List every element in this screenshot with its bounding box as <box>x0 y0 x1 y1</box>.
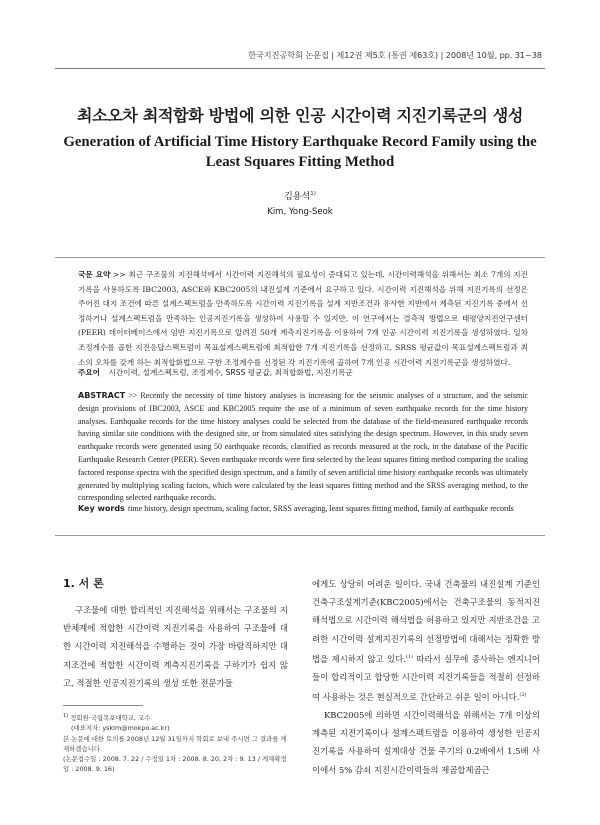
abstract-korean-text: >> 최근 구조물의 지진해석에서 시간이력 지진해석의 필요성이 증대되고 있는데, 시간이력해석을 위해서는 최소 7개의 지진기록을 사용하도록 IBC2003, ASCE와 KBC2005의 내진설계 기준에서 요구하고 있다. 시간이력 지진해석을 위해 지진기록의 선정은 주어진 대지 조건에 따른 설계스펙트럼을 만족하도록 시간이력 지진기록을 설계 지반조건과 유사한 지반에서 계측된 지진기록 중에서 선정하거나 설계스펙트럼을 만족하는 인공지진기록을 생성하여 사용할 수 있지만, 이 연구에서는 결측적 방법으로 태평양지진연구센터(PEER) 데이터베이스에서 임반 지진기록으로 알려진 50개 계측지진기록을 이용하여 7개 인공 시간이력 지진기록을 생성하였다. 일차 조정계수를 곱한 지진응답스펙트럼이 목표설계스펙트럼에 최적합한 7개 지진기록을 선정하고, SRSS 평균값이 목표설계스펙트럼과 최소의 오차를 갖게 하는 최적합화법으로 구한 조정계수를 선정된 각 지진기록에 곱하여 7개 인공 시간이력 지진기록군을 생성하였다. <box>78 270 528 367</box>
keywords-korean-text: 시간이력, 설계스펙트럼, 조정계수, SRSS 평균값, 최적합화법, 지진기록군 <box>108 368 353 377</box>
footnote-author <box>63 711 288 723</box>
body-text-segment: 에게도 상당히 어려운 일이다. 국내 건축물의 내진설계 기준인 건축구조설계기준(KBC2005)에서는 건축구조물의 동적지진해석법으로 시간이력 해석법을 허용하고 있지만 지반조건을 고려한 시간이력 설계지진기록의 선정방법에 대해서는 정확한 방법을 제시하지 않고 있다. <box>312 579 540 664</box>
citation-mark: (2) <box>519 692 527 699</box>
journal-header: 한국지진공학회 논문집 | 제12권 제5호 (통권 제63호) | 2008년 10월, pp. 31~38 <box>248 50 542 60</box>
footnotes <box>63 711 288 774</box>
abstract-english <box>78 390 528 505</box>
body-text-segment: 따라서 실무에 종사하는 엔지니어들이 합리적이고 합당한 시간이력 지진기록들을 적절히 선정하여 사용하는 것은 현실적으로 간단하고 쉬운 일이 아니다. <box>312 653 540 702</box>
abstract-korean <box>78 268 528 370</box>
author-korean <box>0 189 600 202</box>
footnote-divider <box>63 705 143 706</box>
body-paragraph: KBC2005에 의하면 시간이력해석을 위해서는 7개 이상의 계측된 지진기록이나 설계스펙트럼을 이용하여 생성한 인공지진기록을 사용하여 설계대상 건물 주기의 0.2배에서 1.5배 사이에서 5% 감쇠 지진시간이력들의 제곱합제곱근 <box>312 710 540 775</box>
footnote-mark: 1) <box>63 713 69 719</box>
body-paragraph <box>312 575 540 706</box>
footnote-contact: (대표저자: yskim@mokpo.ac.kr) <box>71 724 170 733</box>
author-english: Kim, Yong-Seok <box>267 207 333 217</box>
abstract-bottom-divider <box>55 535 545 536</box>
body-column-right <box>312 575 540 779</box>
abstract-english-text: >> Recently the necessity of time history analyses is increasing for the seismic analyses of a structure, and the seismic design provisions of IBC2003, ASCE and KBC2005 require the use of a minimum of seven earthquake records for the time history analyses. Earthquake records for the time history analyses could be selected from the database of the field-measured earthquake records having similar site conditions with the designed site, or from simulated sites satisfying the design spectrum. However, in this study seven earthquake records were generated using 50 earthquake records, classified as records measured at the rock, in the database of the Pacific Earthquake Research Center (PEER). Seven earthquake records were first selected by the least squares fitting method comparing the scaling factored response spectra with the specified design spectrum, and a family of seven artificial time history earthquake records was ultimately generated by multiplying scaling factors, which were calculated by the least squares fitting method and the SRSS averaging method, to the corresponding selected earthquake records. <box>78 391 528 503</box>
title-korean: 최소오차 최적합화 방법에 의한 인공 시간이력 지진기록군의 생성 <box>76 106 524 125</box>
body-column-left <box>63 575 288 692</box>
section-heading-introduction: 1. 서 론 <box>63 577 104 590</box>
keywords-english <box>78 503 528 516</box>
author-korean-name: 김용석 <box>284 192 311 202</box>
title-english: Generation of Artificial Time History Earthquake Record Family using the Least Squares Fitting Method <box>63 134 537 170</box>
keywords-english-text: time history, design spectrum, scaling factor, SRSS averaging, least squares fitting method, family of earthquake records <box>128 504 514 513</box>
header-divider <box>55 68 545 69</box>
footnote-discussion: 본 논문에 대한 토의를 2008년 12월 31일까지 학회로 보내 주시면 그 결과를 게재하겠습니다. <box>63 734 287 753</box>
keywords-korean-label: 주요어 <box>78 368 101 377</box>
abstract-english-label: ABSTRACT <box>78 391 126 400</box>
footnote-dates: (논문접수일 : 2008. 7. 22 / 수정일 1차 : 2008. 8. 20, 2차 : 9. 13 / 게재확정일 : 2008. 9. 16) <box>63 754 287 774</box>
body-paragraph: 구조물에 대한 합리적인 지진해석을 위해서는 구조물의 지반체계에 적합한 시간이력 지진기록을 사용하여 구조물에 대한 시간이력 지진해석을 수행하는 것이 가장 바람직하지만 대지조건에 적합한 시간이력 계측지진기록을 구하기가 쉽지 않고, 적절한 인공지진기록의 생성 또한 전문가들 <box>63 605 288 688</box>
keywords-korean <box>78 367 528 378</box>
author-footnote-mark: 1) <box>310 191 316 197</box>
citation-mark: (1) <box>405 653 413 660</box>
abstract-top-divider <box>55 257 545 258</box>
abstract-korean-label: 국문 요약 <box>78 270 111 279</box>
footnote-affiliation: 정회원·국립목포대학교, 교수 <box>68 714 151 723</box>
keywords-english-label: Key words <box>78 504 125 513</box>
